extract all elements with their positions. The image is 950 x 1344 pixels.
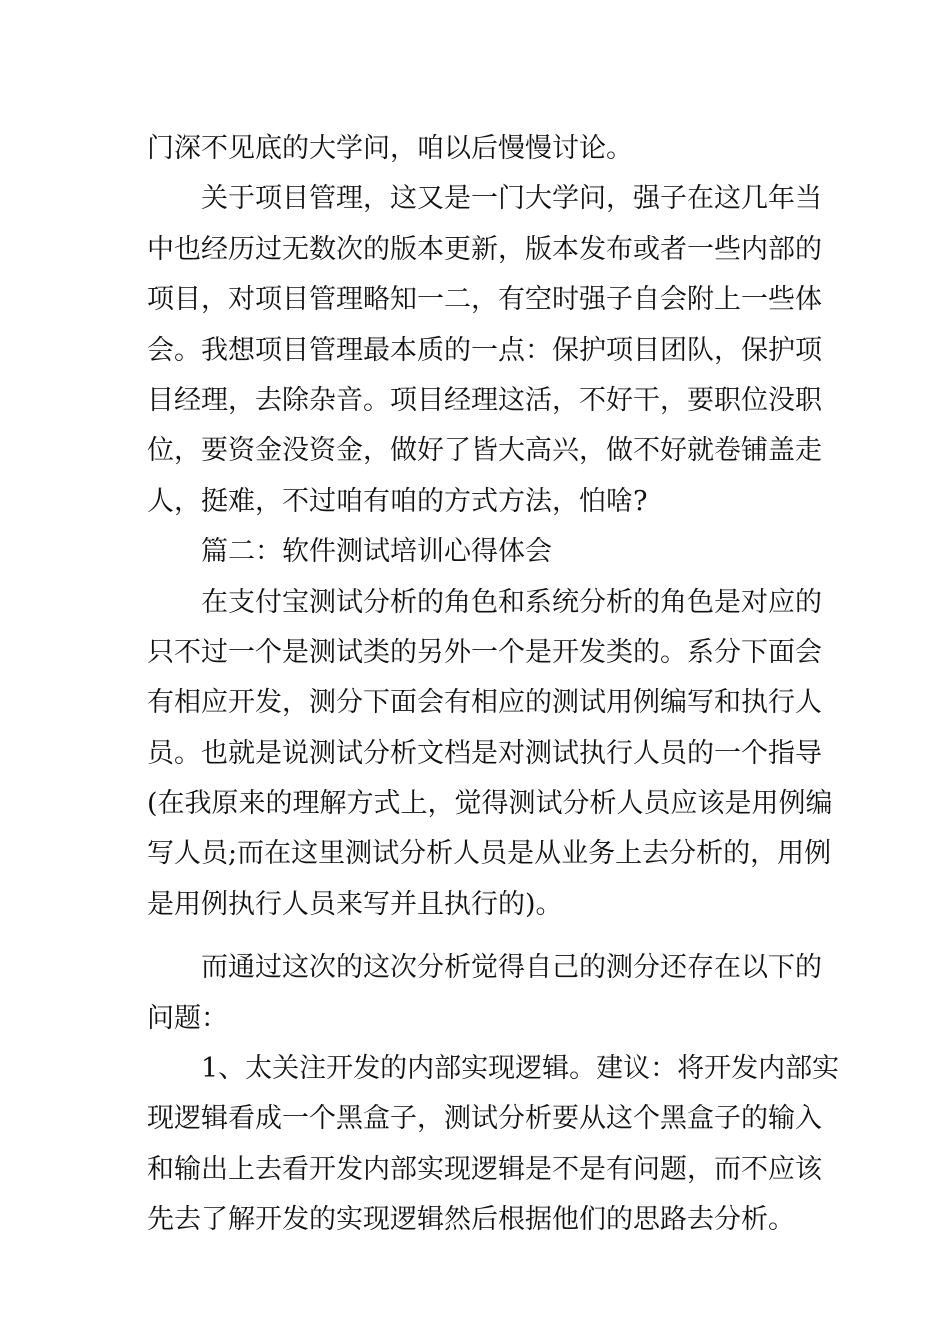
text-line: 写人员;而在这里测试分析人员是从业务上去分析的，用例: [147, 838, 832, 870]
text-line: (在我原来的理解方式上，觉得测试分析人员应该是用例编: [147, 788, 833, 820]
text-line: 项目，对项目管理略知一二，有空时强子自会附上一些体: [147, 284, 822, 316]
text-line: 位，要资金没资金，做好了皆大高兴，做不好就卷铺盖走: [147, 435, 822, 467]
text-line: 有相应开发，测分下面会有相应的测试用例编写和执行人: [147, 687, 822, 719]
text-line: 目经理，去除杂音。项目经理这活，不好干，要职位没职: [147, 384, 822, 416]
text-line: 只不过一个是测试类的另外一个是开发类的。系分下面会: [147, 636, 822, 668]
text-line: 先去了解开发的实现逻辑然后根据他们的思路去分析。: [147, 1204, 795, 1236]
document-body: [147, 124, 840, 1246]
text-line: 在支付宝测试分析的角色和系统分析的角色是对应的: [201, 586, 822, 618]
text-line: 关于项目管理，这又是一门大学问，强子在这几年当: [201, 183, 822, 215]
text-line: 是用例执行人员来写并且执行的)。: [147, 888, 563, 920]
text-line: 问题：: [147, 1002, 228, 1034]
text-line: 门深不见底的大学问，咱以后慢慢讨论。: [147, 133, 633, 164]
text-line: 会。我想项目管理最本质的一点：保护项目团队，保护项: [147, 334, 822, 366]
text-line: 和输出上去看开发内部实现逻辑是不是有问题，而不应该: [147, 1153, 822, 1185]
section-heading: 篇二：软件测试培训心得体会: [201, 536, 552, 568]
text-line: 员。也就是说测试分析文档是对测试执行人员的一个指导: [147, 737, 822, 769]
text-line: 现逻辑看成一个黑盒子，测试分析要从这个黑盒子的输入: [147, 1103, 822, 1135]
text-line: 而通过这次的这次分析觉得自己的测分还存在以下的: [201, 952, 822, 984]
text-line: 人，挺难，不过咱有咱的方式方法，怕啥?: [147, 485, 648, 517]
text-line: 中也经历过无数次的版本更新，版本发布或者一些内部的: [147, 233, 822, 265]
text-line: 1、太关注开发的内部实现逻辑。建议：将开发内部实: [201, 1053, 840, 1085]
